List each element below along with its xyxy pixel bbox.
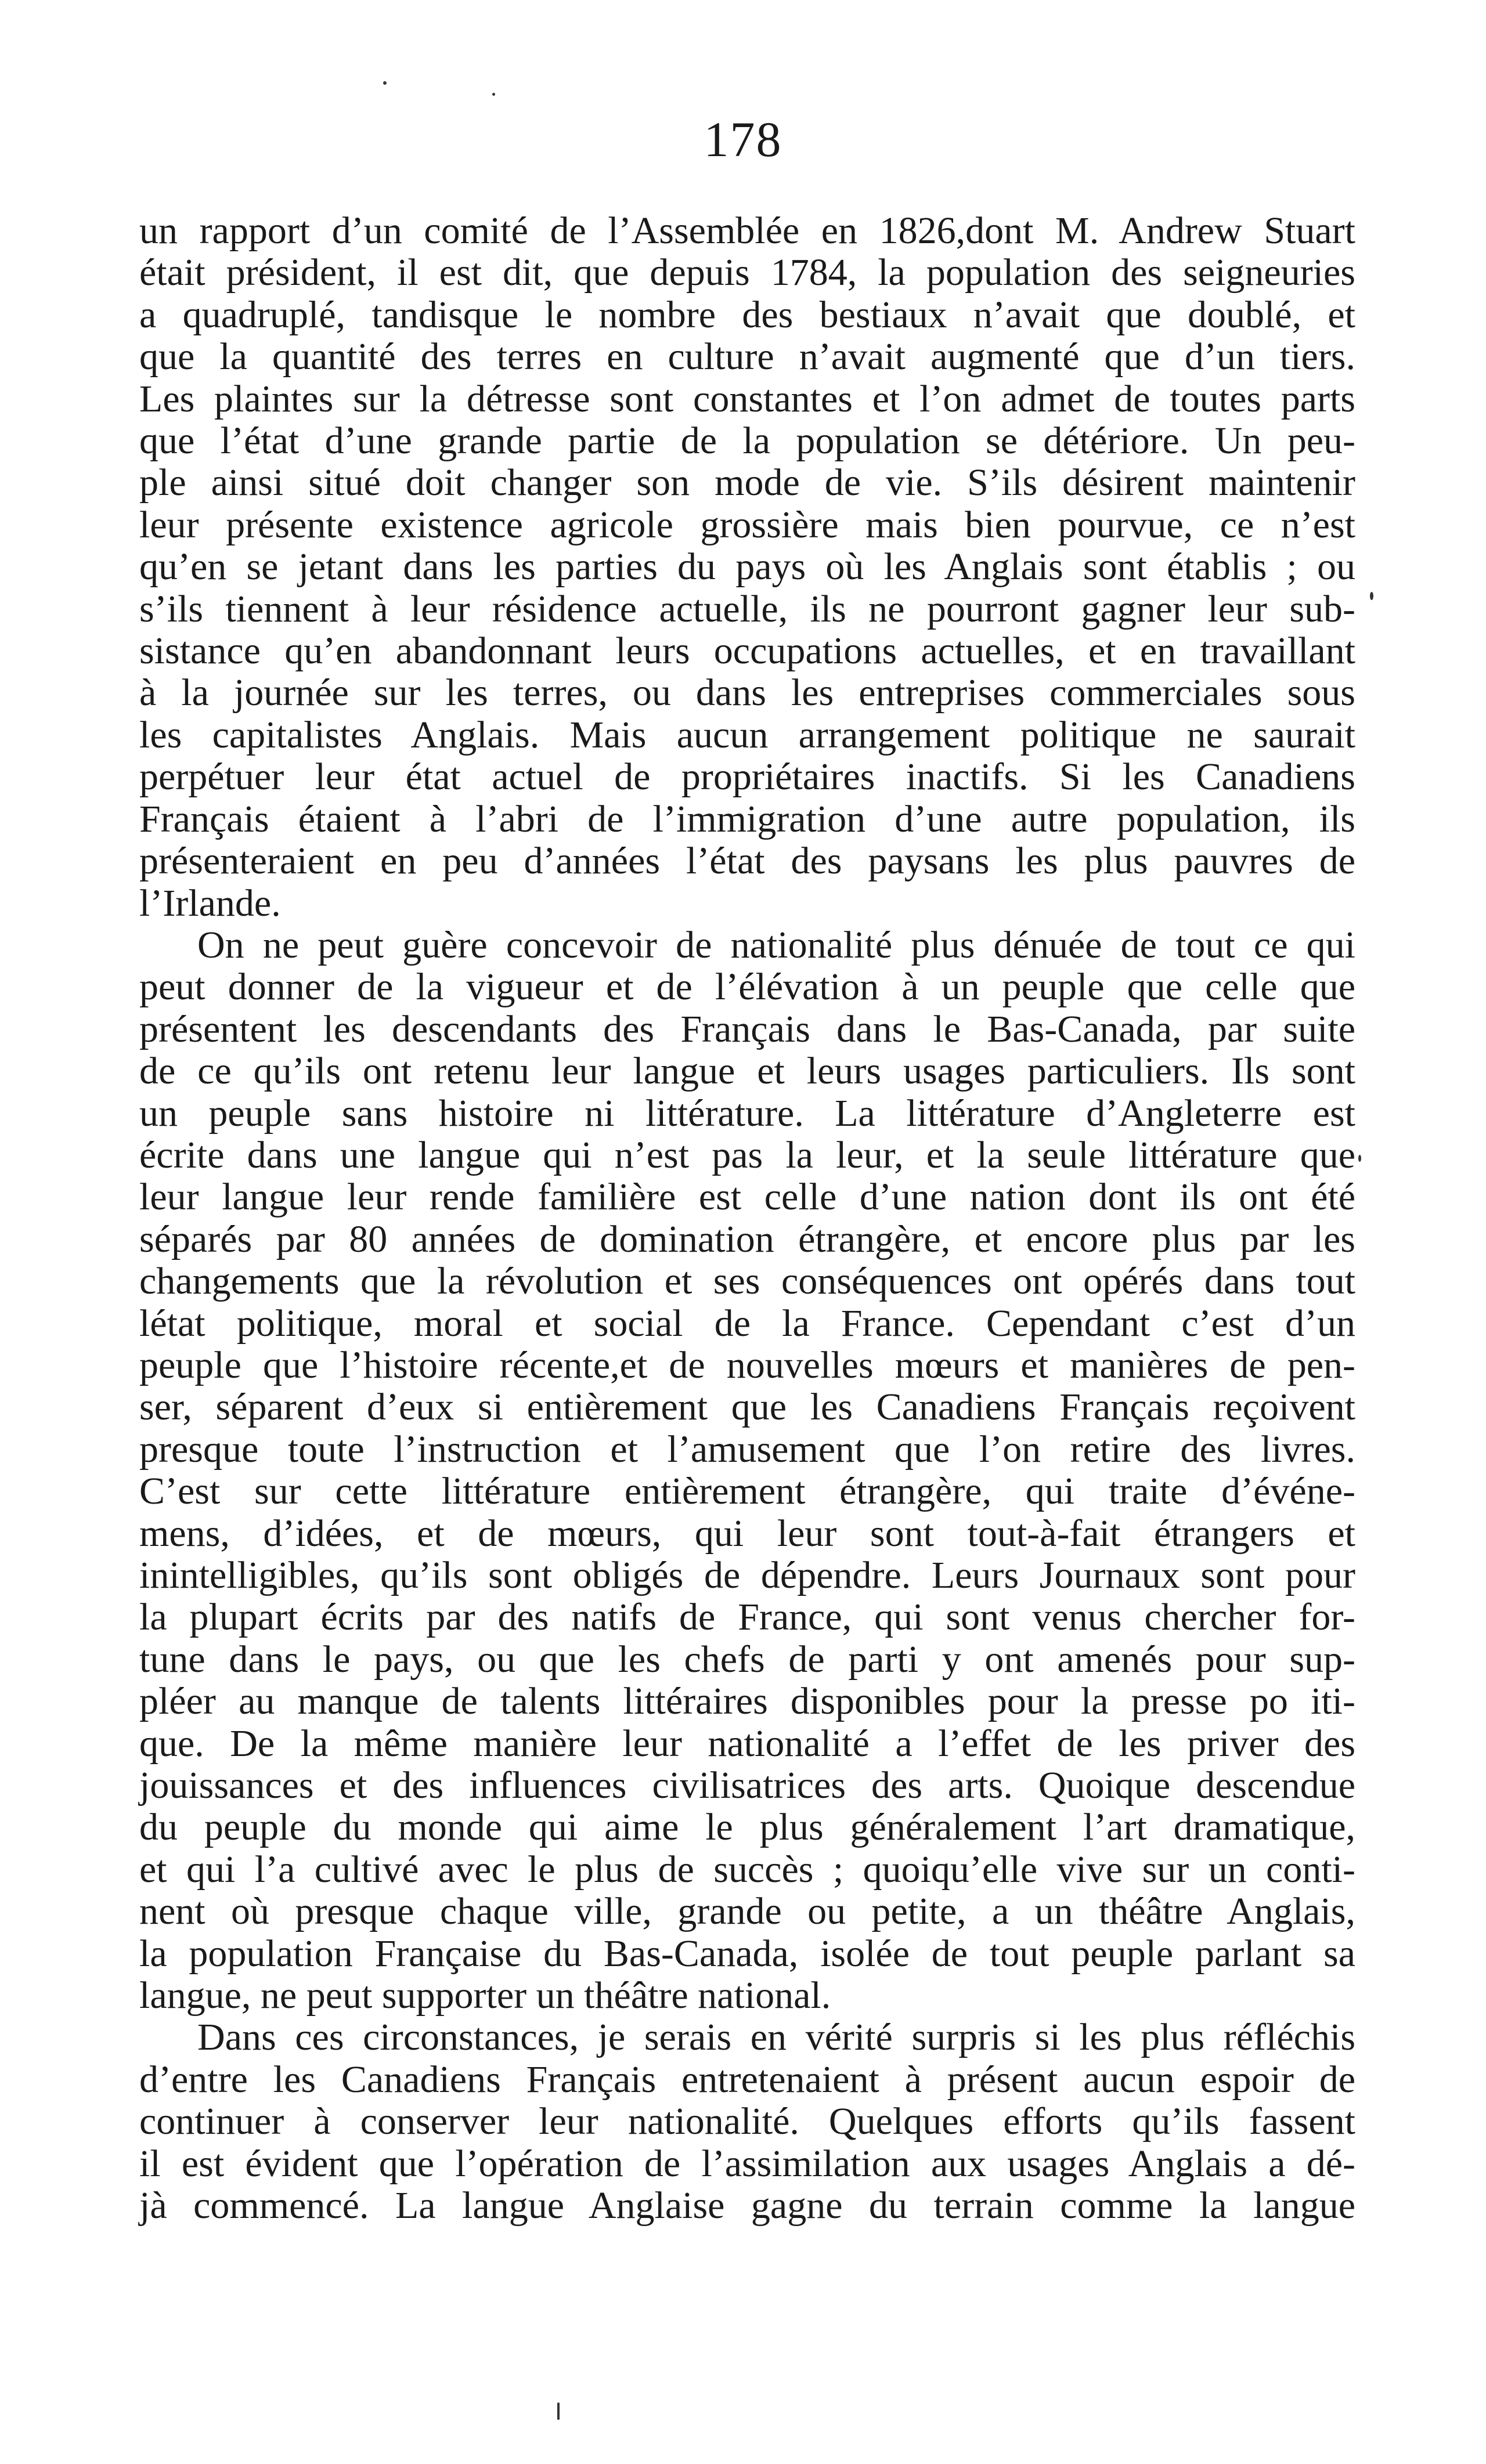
scan-speck (1370, 592, 1373, 600)
text-line: tune dans le pays, ou que les chefs de parti y ont amenés pour sup- (139, 1638, 1355, 1681)
text-line: ser, séparent d’eux si entièrement que les Canadiens Français reçoivent (139, 1386, 1355, 1429)
text-line: de ce qu’ils ont retenu leur langue et leurs usages particuliers. Ils sont (139, 1050, 1355, 1093)
text-line: du peuple du monde qui aime le plus généralement l’art dramatique, (139, 1806, 1355, 1849)
text-line: sistance qu’en abandonnant leurs occupations actuelles, et en travaillant (139, 630, 1355, 673)
text-line: langue, ne peut supporter un théâtre national. (139, 1974, 831, 2017)
text-line: changements que la révolution et ses conséquences ont opérés dans tout (139, 1260, 1355, 1303)
text-line: ple ainsi situé doit changer son mode de vie. S’ils désirent maintenir (139, 461, 1355, 504)
text-line: un peuple sans histoire ni littérature. La littérature d’Angleterre est (139, 1092, 1355, 1135)
text-line: écrite dans une langue qui n’est pas la leur, et la seule littérature que (139, 1133, 1355, 1176)
text-line: qu’en se jetant dans les parties du pays où les Anglais sont établis ; ou (139, 545, 1355, 588)
text-line: Les plaintes sur la détresse sont constantes et l’on admet de toutes parts (139, 377, 1355, 420)
text-line: que la quantité des terres en culture n’avait augmenté que d’un tiers. (139, 335, 1355, 378)
text-line: presque toute l’instruction et l’amusement que l’on retire des livres. (139, 1428, 1355, 1471)
text-line: inintelligibles, qu’ils sont obligés de dépendre. Leurs Journaux sont pour (139, 1554, 1355, 1596)
paragraph-1 (139, 210, 1355, 924)
text-line: il est évident que l’opération de l’assimilation aux usages Anglais a dé- (139, 2142, 1355, 2185)
text-line: On ne peut guère concevoir de nationalité plus dénuée de tout ce qui (197, 923, 1355, 966)
text-line: l’Irlande. (139, 881, 281, 924)
text-line: et qui l’a cultivé avec le plus de succès ; quoiqu’elle vive sur un conti- (139, 1848, 1355, 1891)
text-line: s’ils tiennent à leur résidence actuelle, ils ne pourront gagner leur sub- (139, 587, 1355, 630)
text-line: séparés par 80 années de domination étrangère, et encore plus par les (139, 1217, 1355, 1260)
text-line: jouissances et des influences civilisatrices des arts. Quoique descendue (139, 1764, 1355, 1807)
text-line: Français étaient à l’abri de l’immigration d’une autre population, ils (139, 797, 1355, 840)
text-line: Dans ces circonstances, je serais en vérité surpris si les plus réfléchis (197, 2016, 1355, 2059)
scan-speck (557, 2402, 560, 2420)
text-line: que. De la même manière leur nationalité a l’effet de les priver des (139, 1722, 1355, 1765)
text-line: leur présente existence agricole grossière mais bien pourvue, ce n’est (139, 503, 1355, 546)
text-line: la plupart écrits par des natifs de France, qui sont venus chercher for- (139, 1596, 1355, 1639)
text-line: continuer à conserver leur nationalité. Quelques efforts qu’ils fassent (139, 2100, 1355, 2143)
text-line: présentent les descendants des Français dans le Bas-Canada, par suite (139, 1007, 1355, 1050)
text-line: C’est sur cette littérature entièrement étrangère, qui traite d’événe- (139, 1470, 1355, 1513)
page-number: 178 (704, 111, 782, 167)
text-line: à la journée sur les terres, ou dans les entreprises commerciales sous (139, 671, 1355, 714)
text-line: jà commencé. La langue Anglaise gagne du terrain comme la langue (139, 2184, 1355, 2227)
scan-speck (383, 81, 387, 85)
text-line: a quadruplé, tandisque le nombre des bestiaux n’avait que doublé, et (139, 293, 1355, 336)
text-line: mens, d’idées, et de mœurs, qui leur sont tout-à-fait étrangers et (139, 1512, 1355, 1555)
text-line: nent où presque chaque ville, grande ou petite, a un théâtre Anglais, (139, 1890, 1355, 1933)
text-line: peuple que l’histoire récente,et de nouvelles mœurs et manières de pen- (139, 1343, 1355, 1386)
text-line: présenteraient en peu d’années l’état des paysans les plus pauvres de (139, 840, 1355, 883)
text-line: perpétuer leur état actuel de propriétaires inactifs. Si les Canadiens (139, 756, 1355, 799)
text-line: d’entre les Canadiens Français entretenaient à présent aucun espoir de (139, 2058, 1355, 2101)
paragraph-3 (139, 2017, 1355, 2227)
text-line: la population Française du Bas-Canada, isolée de tout peuple parlant sa (139, 1932, 1355, 1975)
text-line: leur langue leur rende familière est celle d’une nation dont ils ont été (139, 1176, 1355, 1219)
scan-speck (1358, 1155, 1361, 1162)
text-line: un rapport d’un comité de l’Assemblée en 1826,dont M. Andrew Stuart (139, 209, 1355, 252)
text-line: peut donner de la vigueur et de l’élévation à un peuple que celle que (139, 966, 1355, 1009)
paragraph-2 (139, 924, 1355, 2017)
text-line: les capitalistes Anglais. Mais aucun arrangement politique ne saurait (139, 713, 1355, 756)
text-line: pléer au manque de talents littéraires disponibles pour la presse po iti- (139, 1680, 1355, 1723)
scan-speck (492, 93, 495, 96)
text-line: létat politique, moral et social de la France. Cependant c’est d’un (139, 1302, 1355, 1345)
text-line: était président, il est dit, que depuis 1784, la population des seigneuries (139, 251, 1355, 294)
body-text (139, 210, 1355, 2227)
text-line: que l’état d’une grande partie de la population se détériore. Un peu- (139, 420, 1355, 463)
